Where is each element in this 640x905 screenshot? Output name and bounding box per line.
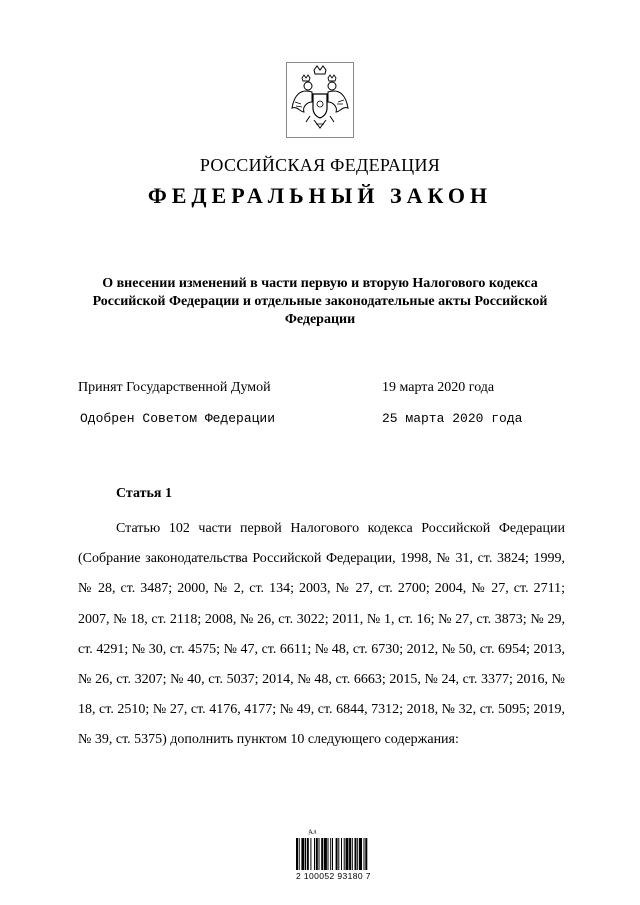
handwritten-stamp: Ал: [307, 827, 318, 837]
coat-of-arms-emblem-icon: [286, 62, 354, 138]
council-approval-label: Одобрен Советом Федерации: [80, 411, 276, 426]
duma-adoption-date: 19 марта 2020 года: [382, 380, 495, 395]
article-heading: Статья 1: [116, 486, 172, 501]
duma-adoption-label: Принят Государственной Думой: [78, 380, 271, 395]
council-approval-date: 25 марта 2020 года: [382, 411, 523, 426]
barcode-number: 2 100052 93180 7: [296, 871, 371, 881]
country-name: РОССИЙСКАЯ ФЕДЕРАЦИЯ: [199, 155, 441, 175]
article-paragraph: Статью 102 части первой Налогового кодекса Российской Федерации (Собрание законодательства Российской Федерации, 1998, № 31, ст. 3824; 1999, № 28, ст. 3487; 2000, № 2, ст. 134; 2003, № 27, ст. 2700; 2004, № 27, ст. 2711; 2007, № 18, ст. 2118; 2008, № 26, ст. 3022; 2011, № 1, ст. 16; № 27, ст. 3873; № 29, ст. 4291; № 30, ст. 4575; № 47, ст. 6611; № 48, ст. 6730; 2012, № 50, ст. 6954; 2013, № 26, ст. 3207; № 40, ст. 5037; 2014, № 48, ст. 6663; 2015, № 24, ст. 3377; 2016, № 18, ст. 2510; № 27, ст. 4176, 4177; № 49, ст. 6844, 7312; 2018, № 32, ст. 5095; 2019, № 39, ст. 5375) дополнить пунктом 10 следующего содержания:: [78, 521, 565, 748]
barcode-block: [296, 838, 378, 881]
law-type-heading: ФЕДЕРАЛЬНЫЙ ЗАКОН: [147, 183, 493, 208]
barcode-icon: [296, 838, 378, 870]
law-title: О внесении изменений в части первую и вторую Налогового кодекса Российской Федерации и отдельные законодательные акты Российской Федерации: [92, 276, 548, 327]
